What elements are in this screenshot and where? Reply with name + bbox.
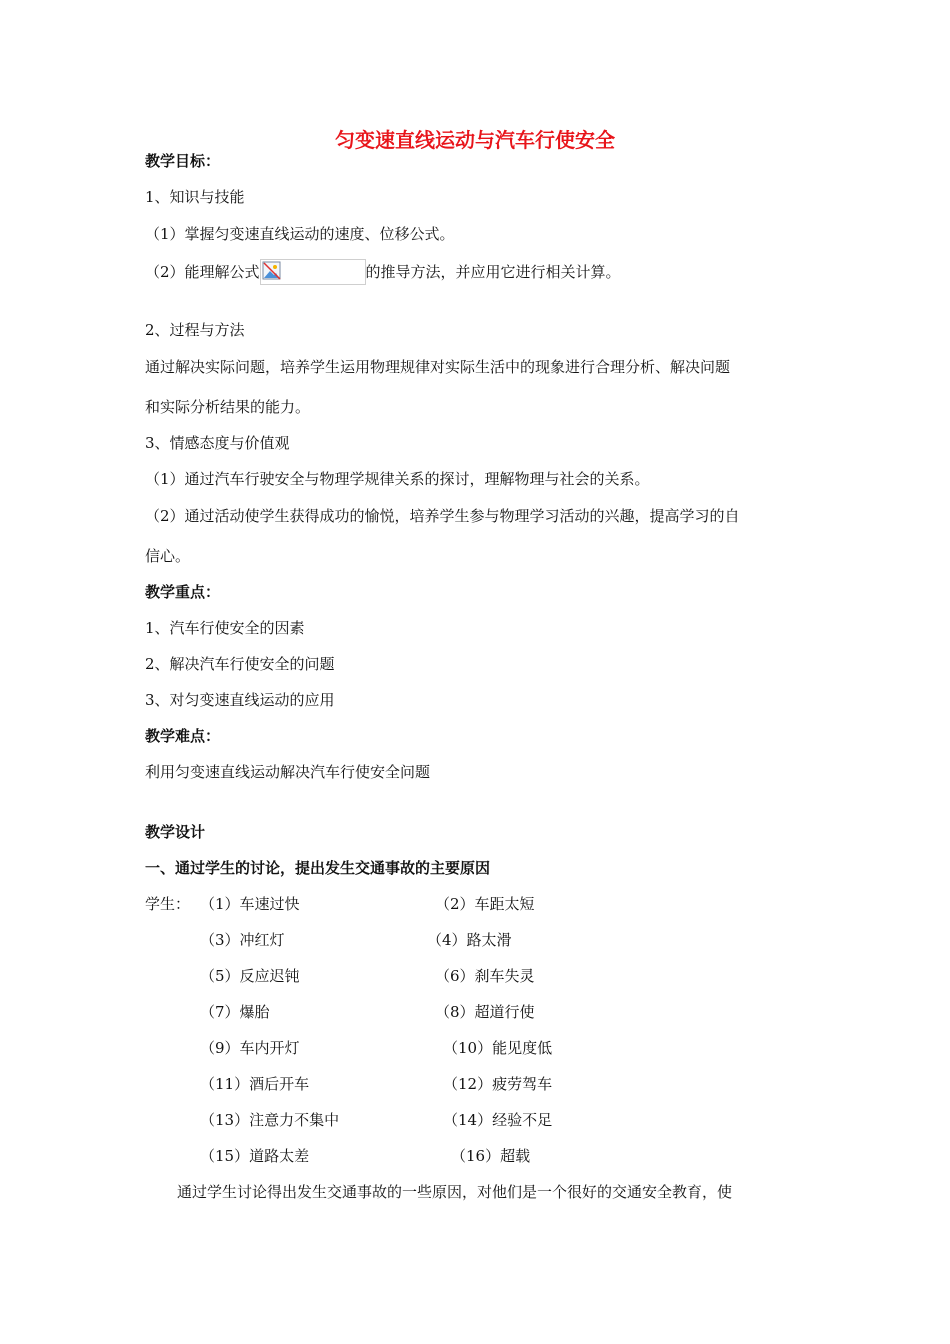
cause-7: （7）爆胎 <box>200 1003 270 1021</box>
cause-1: （1）车速过快 <box>200 895 300 913</box>
cause-9: （9）车内开灯 <box>200 1039 300 1057</box>
goal2-heading: 2、过程与方法 <box>145 321 245 339</box>
difficulty-text: 利用匀变速直线运动解决汽车行使安全问题 <box>145 763 431 781</box>
key-heading: 教学重点： <box>145 583 221 601</box>
document-title: 匀变速直线运动与汽车行使安全 <box>335 128 615 152</box>
goal2-text-line1: 通过解决实际问题，培养学生运用物理规律对实际生活中的现象进行合理分析、解决问题 <box>145 358 731 376</box>
cause-3: （3）冲红灯 <box>200 931 285 949</box>
goals-heading: 教学目标： <box>145 152 221 170</box>
conclusion-line: 通过学生讨论得出发生交通事故的一些原因，对他们是一个很好的交通安全教育，使 <box>177 1183 733 1201</box>
cause-11: （11）酒后开车 <box>200 1075 310 1093</box>
cause-4: （4）路太滑 <box>427 931 512 949</box>
key-item-2: 2、解决汽车行使安全的问题 <box>145 655 335 673</box>
goal1-item2-after: 的推导方法，并应用它进行相关计算。 <box>365 263 621 281</box>
goal3-item2-line2: 信心。 <box>145 547 191 565</box>
cause-6: （6）刹车失灵 <box>435 967 535 985</box>
students-label: 学生： <box>145 895 191 913</box>
cause-2: （2）车距太短 <box>435 895 535 913</box>
broken-image-icon <box>262 261 282 281</box>
goal2-text-line2: 和实际分析结果的能力。 <box>145 398 311 416</box>
cause-14: （14）经验不足 <box>443 1111 553 1129</box>
goal1-item2 <box>145 260 621 286</box>
goal3-heading: 3、情感态度与价值观 <box>145 434 290 452</box>
section1-heading: 一、通过学生的讨论，提出发生交通事故的主要原因 <box>145 859 491 877</box>
cause-10: （10）能见度低 <box>443 1039 553 1057</box>
cause-5: （5）反应迟钝 <box>200 967 300 985</box>
cause-15: （15）道路太差 <box>200 1147 310 1165</box>
goal1-item2-before: （2）能理解公式 <box>145 263 260 281</box>
formula-image-placeholder <box>260 259 366 285</box>
cause-13: （13）注意力不集中 <box>200 1111 340 1129</box>
cause-8: （8）超道行使 <box>435 1003 535 1021</box>
goal3-item1: （1）通过汽车行驶安全与物理学规律关系的探讨，理解物理与社会的关系。 <box>145 470 650 488</box>
goal1-heading: 1、知识与技能 <box>145 188 245 206</box>
key-item-1: 1、汽车行使安全的因素 <box>145 619 305 637</box>
cause-16: （16）超载 <box>451 1147 531 1165</box>
key-item-3: 3、对匀变速直线运动的应用 <box>145 691 335 709</box>
goal1-item1: （1）掌握匀变速直线运动的速度、位移公式。 <box>145 225 455 243</box>
design-heading: 教学设计 <box>145 823 206 841</box>
difficulty-heading: 教学难点： <box>145 727 221 745</box>
goal3-item2-line1: （2）通过活动使学生获得成功的愉悦，培养学生参与物理学习活动的兴趣，提高学习的自 <box>145 507 740 525</box>
cause-12: （12）疲劳驾车 <box>443 1075 553 1093</box>
